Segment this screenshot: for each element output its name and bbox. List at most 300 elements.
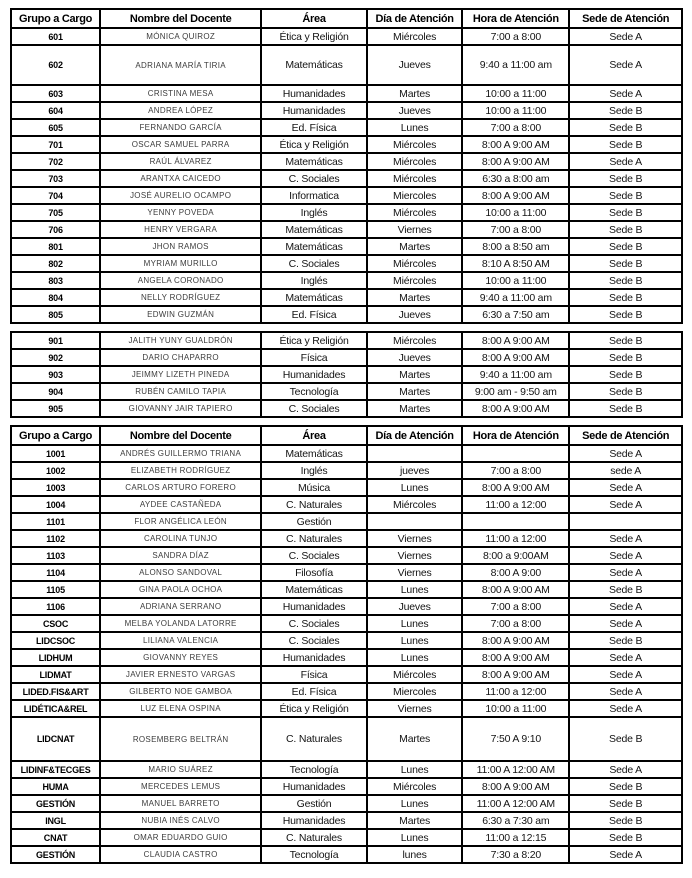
- cell-sede: Sede B: [569, 306, 682, 323]
- table-row: [11, 812, 682, 829]
- cell-sede: Sede B: [569, 632, 682, 649]
- cell-hora: 9:00 am - 9:50 am: [462, 383, 569, 400]
- cell-area: Humanidades: [261, 366, 367, 383]
- table-row: [11, 272, 682, 289]
- cell-dia: Viernes: [367, 564, 462, 581]
- cell-area: C. Sociales: [261, 547, 367, 564]
- cell-hora: 7:00 a 8:00: [462, 221, 569, 238]
- cell-sede: Sede B: [569, 102, 682, 119]
- cell-sede: Sede A: [569, 547, 682, 564]
- table-row: [11, 306, 682, 323]
- cell-grupo: 702: [11, 153, 100, 170]
- cell-sede: Sede A: [569, 615, 682, 632]
- cell-area: Inglés: [261, 462, 367, 479]
- cell-sede: Sede A: [569, 28, 682, 45]
- cell-dia: Martes: [367, 717, 462, 761]
- cell-dia: Jueves: [367, 349, 462, 366]
- cell-hora: 11:00 a 12:15: [462, 829, 569, 846]
- cell-hora: 8:10 A 8:50 AM: [462, 255, 569, 272]
- cell-area: C. Naturales: [261, 530, 367, 547]
- cell-nombre: LUZ ELENA OSPINA: [100, 700, 261, 717]
- cell-sede: Sede B: [569, 238, 682, 255]
- column-header: Área: [261, 9, 367, 28]
- cell-grupo: 905: [11, 400, 100, 417]
- cell-sede: Sede A: [569, 445, 682, 462]
- table-row: [11, 795, 682, 812]
- cell-grupo: 801: [11, 238, 100, 255]
- cell-dia: jueves: [367, 462, 462, 479]
- cell-sede: Sede B: [569, 255, 682, 272]
- cell-dia: Miércoles: [367, 170, 462, 187]
- cell-hora: 8:00 A 9:00 AM: [462, 136, 569, 153]
- cell-area: C. Naturales: [261, 496, 367, 513]
- table-row: [11, 85, 682, 102]
- cell-sede: Sede B: [569, 829, 682, 846]
- cell-sede: Sede B: [569, 119, 682, 136]
- cell-area: Ética y Religión: [261, 28, 367, 45]
- cell-hora: 8:00 A 9:00 AM: [462, 400, 569, 417]
- cell-area: C. Sociales: [261, 400, 367, 417]
- cell-sede: Sede A: [569, 846, 682, 863]
- table-row: [11, 547, 682, 564]
- table-row: [11, 666, 682, 683]
- cell-sede: Sede A: [569, 479, 682, 496]
- cell-hora: 7:00 a 8:00: [462, 119, 569, 136]
- cell-hora: [462, 513, 569, 530]
- cell-dia: Jueves: [367, 306, 462, 323]
- cell-nombre: FERNANDO GARCÍA: [100, 119, 261, 136]
- cell-grupo: 901: [11, 332, 100, 349]
- cell-sede: Sede A: [569, 649, 682, 666]
- cell-area: Ed. Física: [261, 119, 367, 136]
- cell-area: Humanidades: [261, 102, 367, 119]
- cell-grupo: GESTIÓN: [11, 846, 100, 863]
- cell-nombre: HENRY VERGARA: [100, 221, 261, 238]
- cell-dia: Viernes: [367, 221, 462, 238]
- cell-grupo: 705: [11, 204, 100, 221]
- cell-sede: Sede A: [569, 700, 682, 717]
- table-row: [11, 564, 682, 581]
- cell-dia: [367, 513, 462, 530]
- cell-grupo: LIDED.FIS&ART: [11, 683, 100, 700]
- cell-sede: Sede B: [569, 383, 682, 400]
- cell-nombre: MELBA YOLANDA LATORRE: [100, 615, 261, 632]
- cell-dia: Miércoles: [367, 272, 462, 289]
- table-row: [11, 778, 682, 795]
- cell-area: Ed. Física: [261, 306, 367, 323]
- cell-hora: 7:00 a 8:00: [462, 28, 569, 45]
- cell-area: Tecnología: [261, 846, 367, 863]
- cell-sede: Sede B: [569, 581, 682, 598]
- cell-nombre: MANUEL BARRETO: [100, 795, 261, 812]
- table-row: [11, 366, 682, 383]
- cell-sede: Sede B: [569, 136, 682, 153]
- cell-area: Matemáticas: [261, 238, 367, 255]
- cell-grupo: 803: [11, 272, 100, 289]
- cell-dia: Viernes: [367, 530, 462, 547]
- cell-sede: sede A: [569, 462, 682, 479]
- table-row: [11, 615, 682, 632]
- cell-nombre: ANDRÉS GUILLERMO TRIANA: [100, 445, 261, 462]
- cell-dia: Lunes: [367, 795, 462, 812]
- cell-hora: 8:00 A 9:00 AM: [462, 153, 569, 170]
- cell-hora: 6:30 a 8:00 am: [462, 170, 569, 187]
- cell-grupo: 805: [11, 306, 100, 323]
- cell-dia: Lunes: [367, 119, 462, 136]
- cell-sede: Sede B: [569, 204, 682, 221]
- cell-area: C. Sociales: [261, 632, 367, 649]
- cell-dia: Martes: [367, 289, 462, 306]
- table-row: [11, 632, 682, 649]
- cell-area: Matemáticas: [261, 289, 367, 306]
- cell-nombre: AYDEE CASTAÑEDA: [100, 496, 261, 513]
- cell-grupo: 1001: [11, 445, 100, 462]
- cell-sede: [569, 513, 682, 530]
- cell-sede: Sede B: [569, 221, 682, 238]
- table-row: [11, 221, 682, 238]
- table-row: [11, 102, 682, 119]
- cell-grupo: 1102: [11, 530, 100, 547]
- table-row: [11, 383, 682, 400]
- table-row: [11, 153, 682, 170]
- table-row: [11, 28, 682, 45]
- cell-hora: 8:00 A 9:00: [462, 564, 569, 581]
- column-header: Grupo a Cargo: [11, 9, 100, 28]
- cell-grupo: 601: [11, 28, 100, 45]
- cell-area: C. Naturales: [261, 717, 367, 761]
- cell-nombre: ELIZABETH RODRÍGUEZ: [100, 462, 261, 479]
- cell-nombre: OSCAR SAMUEL PARRA: [100, 136, 261, 153]
- cell-hora: 7:00 a 8:00: [462, 598, 569, 615]
- cell-area: Gestión: [261, 795, 367, 812]
- cell-area: Tecnología: [261, 383, 367, 400]
- cell-dia: Viernes: [367, 547, 462, 564]
- cell-nombre: LILIANA VALENCIA: [100, 632, 261, 649]
- cell-area: C. Sociales: [261, 170, 367, 187]
- cell-sede: Sede B: [569, 170, 682, 187]
- cell-area: Música: [261, 479, 367, 496]
- cell-hora: 11:00 A 12:00 AM: [462, 761, 569, 778]
- cell-sede: Sede B: [569, 795, 682, 812]
- cell-sede: Sede A: [569, 85, 682, 102]
- schedule-table-grade-9: [10, 331, 683, 418]
- cell-hora: 11:00 a 12:00: [462, 496, 569, 513]
- cell-hora: 10:00 a 11:00: [462, 272, 569, 289]
- table-row: [11, 761, 682, 778]
- cell-dia: Miércoles: [367, 153, 462, 170]
- column-header: Día de Atención: [367, 9, 462, 28]
- cell-area: Tecnología: [261, 761, 367, 778]
- cell-dia: Martes: [367, 383, 462, 400]
- cell-grupo: 1002: [11, 462, 100, 479]
- cell-nombre: MÓNICA QUIROZ: [100, 28, 261, 45]
- cell-dia: Miércoles: [367, 778, 462, 795]
- column-header: Hora de Atención: [462, 9, 569, 28]
- column-header: Nombre del Docente: [100, 9, 261, 28]
- table-row: [11, 479, 682, 496]
- cell-dia: Martes: [367, 238, 462, 255]
- cell-dia: Lunes: [367, 632, 462, 649]
- cell-hora: 9:40 a 11:00 am: [462, 289, 569, 306]
- cell-dia: lunes: [367, 846, 462, 863]
- table-row: [11, 170, 682, 187]
- table-row: [11, 700, 682, 717]
- cell-hora: 11:00 a 12:00: [462, 683, 569, 700]
- cell-nombre: EDWIN GUZMÁN: [100, 306, 261, 323]
- cell-dia: Miércoles: [367, 496, 462, 513]
- cell-sede: Sede A: [569, 564, 682, 581]
- cell-hora: 8:00 A 9:00 AM: [462, 187, 569, 204]
- cell-dia: Miércoles: [367, 204, 462, 221]
- cell-area: Inglés: [261, 272, 367, 289]
- cell-area: Matemáticas: [261, 45, 367, 85]
- cell-nombre: ADRIANA SERRANO: [100, 598, 261, 615]
- cell-hora: 8:00 A 9:00 AM: [462, 632, 569, 649]
- cell-nombre: GIOVANNY REYES: [100, 649, 261, 666]
- column-header: Hora de Atención: [462, 426, 569, 445]
- cell-nombre: RAÚL ÁLVAREZ: [100, 153, 261, 170]
- cell-sede: Sede A: [569, 530, 682, 547]
- table-row: [11, 238, 682, 255]
- cell-nombre: ADRIANA MARÍA TIRIA: [100, 45, 261, 85]
- table-row: [11, 45, 682, 85]
- cell-nombre: GINA PAOLA OCHOA: [100, 581, 261, 598]
- cell-sede: Sede B: [569, 400, 682, 417]
- cell-sede: Sede A: [569, 761, 682, 778]
- cell-nombre: JAVIER ERNESTO VARGAS: [100, 666, 261, 683]
- cell-nombre: ALONSO SANDOVAL: [100, 564, 261, 581]
- cell-dia: Miércoles: [367, 136, 462, 153]
- cell-grupo: 804: [11, 289, 100, 306]
- column-header: Sede de Atención: [569, 9, 682, 28]
- table-row: [11, 136, 682, 153]
- cell-nombre: ROSEMBERG BELTRÁN: [100, 717, 261, 761]
- cell-grupo: 703: [11, 170, 100, 187]
- schedule-table-grades-6-8: [10, 8, 683, 324]
- cell-nombre: CRISTINA MESA: [100, 85, 261, 102]
- cell-nombre: SANDRA DÍAZ: [100, 547, 261, 564]
- cell-dia: Miercoles: [367, 187, 462, 204]
- cell-nombre: FLOR ANGÉLICA LEÓN: [100, 513, 261, 530]
- cell-area: Matemáticas: [261, 445, 367, 462]
- cell-grupo: 902: [11, 349, 100, 366]
- header-row: [11, 426, 682, 445]
- cell-area: Gestión: [261, 513, 367, 530]
- table-row: [11, 349, 682, 366]
- schedule-table-grades-10-11-and-leaders: [10, 425, 683, 864]
- cell-dia: Miercoles: [367, 683, 462, 700]
- cell-dia: Martes: [367, 400, 462, 417]
- cell-hora: 10:00 a 11:00: [462, 700, 569, 717]
- cell-nombre: NUBIA INÉS CALVO: [100, 812, 261, 829]
- cell-hora: 8:00 A 9:00 AM: [462, 778, 569, 795]
- column-header: Día de Atención: [367, 426, 462, 445]
- table-row: [11, 846, 682, 863]
- cell-dia: Jueves: [367, 102, 462, 119]
- cell-grupo: LIDMAT: [11, 666, 100, 683]
- cell-area: Humanidades: [261, 598, 367, 615]
- cell-hora: 7:00 a 8:00: [462, 462, 569, 479]
- cell-hora: 9:40 a 11:00 am: [462, 366, 569, 383]
- cell-nombre: JHON RAMOS: [100, 238, 261, 255]
- cell-grupo: INGL: [11, 812, 100, 829]
- cell-dia: Lunes: [367, 479, 462, 496]
- cell-nombre: RUBÉN CAMILO TAPIA: [100, 383, 261, 400]
- cell-area: Matemáticas: [261, 153, 367, 170]
- cell-sede: Sede A: [569, 45, 682, 85]
- cell-sede: Sede A: [569, 153, 682, 170]
- cell-grupo: 1101: [11, 513, 100, 530]
- cell-grupo: 1104: [11, 564, 100, 581]
- cell-grupo: 802: [11, 255, 100, 272]
- cell-hora: 7:50 A 9:10: [462, 717, 569, 761]
- cell-dia: Martes: [367, 812, 462, 829]
- cell-hora: 8:00 a 8:50 am: [462, 238, 569, 255]
- table-row: [11, 204, 682, 221]
- table-row: [11, 530, 682, 547]
- cell-dia: Lunes: [367, 615, 462, 632]
- cell-area: C. Sociales: [261, 615, 367, 632]
- cell-area: Humanidades: [261, 85, 367, 102]
- table-row: [11, 598, 682, 615]
- cell-grupo: HUMA: [11, 778, 100, 795]
- cell-nombre: OMAR EDUARDO GUIO: [100, 829, 261, 846]
- cell-grupo: CSOC: [11, 615, 100, 632]
- table-row: [11, 829, 682, 846]
- cell-area: Matemáticas: [261, 581, 367, 598]
- cell-hora: 8:00 A 9:00 AM: [462, 649, 569, 666]
- cell-grupo: CNAT: [11, 829, 100, 846]
- table-row: [11, 187, 682, 204]
- cell-hora: 7:30 a 8:20: [462, 846, 569, 863]
- cell-area: Ed. Física: [261, 683, 367, 700]
- cell-grupo: 604: [11, 102, 100, 119]
- cell-nombre: CAROLINA TUNJO: [100, 530, 261, 547]
- cell-hora: 11:00 A 12:00 AM: [462, 795, 569, 812]
- cell-grupo: LIDCSOC: [11, 632, 100, 649]
- cell-hora: 6:30 a 7:50 am: [462, 306, 569, 323]
- cell-area: C. Sociales: [261, 255, 367, 272]
- cell-hora: 8:00 a 9:00AM: [462, 547, 569, 564]
- cell-sede: Sede B: [569, 272, 682, 289]
- cell-nombre: MYRIAM MURILLO: [100, 255, 261, 272]
- cell-nombre: MERCEDES LEMUS: [100, 778, 261, 795]
- cell-dia: Martes: [367, 85, 462, 102]
- cell-grupo: LIDINF&TECGES: [11, 761, 100, 778]
- cell-sede: Sede B: [569, 812, 682, 829]
- cell-sede: Sede B: [569, 332, 682, 349]
- cell-nombre: GIOVANNY JAIR TAPIERO: [100, 400, 261, 417]
- cell-grupo: LIDÉTICA&REL: [11, 700, 100, 717]
- cell-area: Matemáticas: [261, 221, 367, 238]
- cell-area: Ética y Religión: [261, 700, 367, 717]
- cell-dia: Miércoles: [367, 666, 462, 683]
- cell-grupo: 1105: [11, 581, 100, 598]
- table-row: [11, 496, 682, 513]
- cell-dia: Miércoles: [367, 28, 462, 45]
- cell-hora: 10:00 a 11:00: [462, 204, 569, 221]
- cell-hora: 7:00 a 8:00: [462, 615, 569, 632]
- cell-hora: 8:00 A 9:00 AM: [462, 581, 569, 598]
- cell-hora: 11:00 a 12:00: [462, 530, 569, 547]
- cell-dia: Lunes: [367, 649, 462, 666]
- table-row: [11, 400, 682, 417]
- table-row: [11, 255, 682, 272]
- cell-dia: Viernes: [367, 700, 462, 717]
- cell-grupo: GESTIÓN: [11, 795, 100, 812]
- table-row: [11, 717, 682, 761]
- cell-dia: Jueves: [367, 45, 462, 85]
- table-row: [11, 513, 682, 530]
- cell-sede: Sede A: [569, 496, 682, 513]
- table-row: [11, 462, 682, 479]
- table-row: [11, 332, 682, 349]
- cell-dia: Miércoles: [367, 332, 462, 349]
- cell-area: Ética y Religión: [261, 332, 367, 349]
- cell-nombre: JOSÉ AURELIO OCAMPO: [100, 187, 261, 204]
- cell-sede: Sede B: [569, 187, 682, 204]
- cell-nombre: YENNY POVEDA: [100, 204, 261, 221]
- cell-dia: Lunes: [367, 829, 462, 846]
- cell-area: Ética y Religión: [261, 136, 367, 153]
- cell-sede: Sede A: [569, 598, 682, 615]
- cell-dia: Martes: [367, 366, 462, 383]
- cell-nombre: GILBERTO NOE GAMBOA: [100, 683, 261, 700]
- cell-sede: Sede B: [569, 717, 682, 761]
- cell-area: Humanidades: [261, 649, 367, 666]
- cell-dia: Miércoles: [367, 255, 462, 272]
- cell-hora: 10:00 a 11:00: [462, 85, 569, 102]
- cell-dia: [367, 445, 462, 462]
- cell-grupo: 1004: [11, 496, 100, 513]
- cell-nombre: JALITH YUNY GUALDRÓN: [100, 332, 261, 349]
- table-row: [11, 289, 682, 306]
- table-row: [11, 649, 682, 666]
- cell-area: Humanidades: [261, 812, 367, 829]
- column-header: Sede de Atención: [569, 426, 682, 445]
- cell-hora: 8:00 A 9:00 AM: [462, 349, 569, 366]
- column-header: Nombre del Docente: [100, 426, 261, 445]
- column-header: Grupo a Cargo: [11, 426, 100, 445]
- cell-sede: Sede B: [569, 366, 682, 383]
- table-row: [11, 683, 682, 700]
- cell-hora: 9:40 a 11:00 am: [462, 45, 569, 85]
- cell-hora: 8:00 A 9:00 AM: [462, 666, 569, 683]
- cell-hora: 8:00 A 9:00 AM: [462, 479, 569, 496]
- cell-nombre: MARIO SUÁREZ: [100, 761, 261, 778]
- cell-sede: Sede A: [569, 666, 682, 683]
- cell-nombre: CARLOS ARTURO FORERO: [100, 479, 261, 496]
- cell-nombre: NELLY RODRÍGUEZ: [100, 289, 261, 306]
- cell-grupo: 704: [11, 187, 100, 204]
- cell-grupo: 706: [11, 221, 100, 238]
- cell-grupo: 602: [11, 45, 100, 85]
- cell-nombre: ANGELA CORONADO: [100, 272, 261, 289]
- cell-sede: Sede B: [569, 349, 682, 366]
- cell-grupo: LIDHUM: [11, 649, 100, 666]
- header-row: [11, 9, 682, 28]
- cell-area: Filosofía: [261, 564, 367, 581]
- table-row: [11, 581, 682, 598]
- cell-grupo: 1003: [11, 479, 100, 496]
- cell-nombre: ANDREA LÓPEZ: [100, 102, 261, 119]
- table-row: [11, 445, 682, 462]
- cell-area: Informatica: [261, 187, 367, 204]
- cell-grupo: LIDCNAT: [11, 717, 100, 761]
- cell-grupo: 603: [11, 85, 100, 102]
- cell-dia: Lunes: [367, 761, 462, 778]
- cell-nombre: DARIO CHAPARRO: [100, 349, 261, 366]
